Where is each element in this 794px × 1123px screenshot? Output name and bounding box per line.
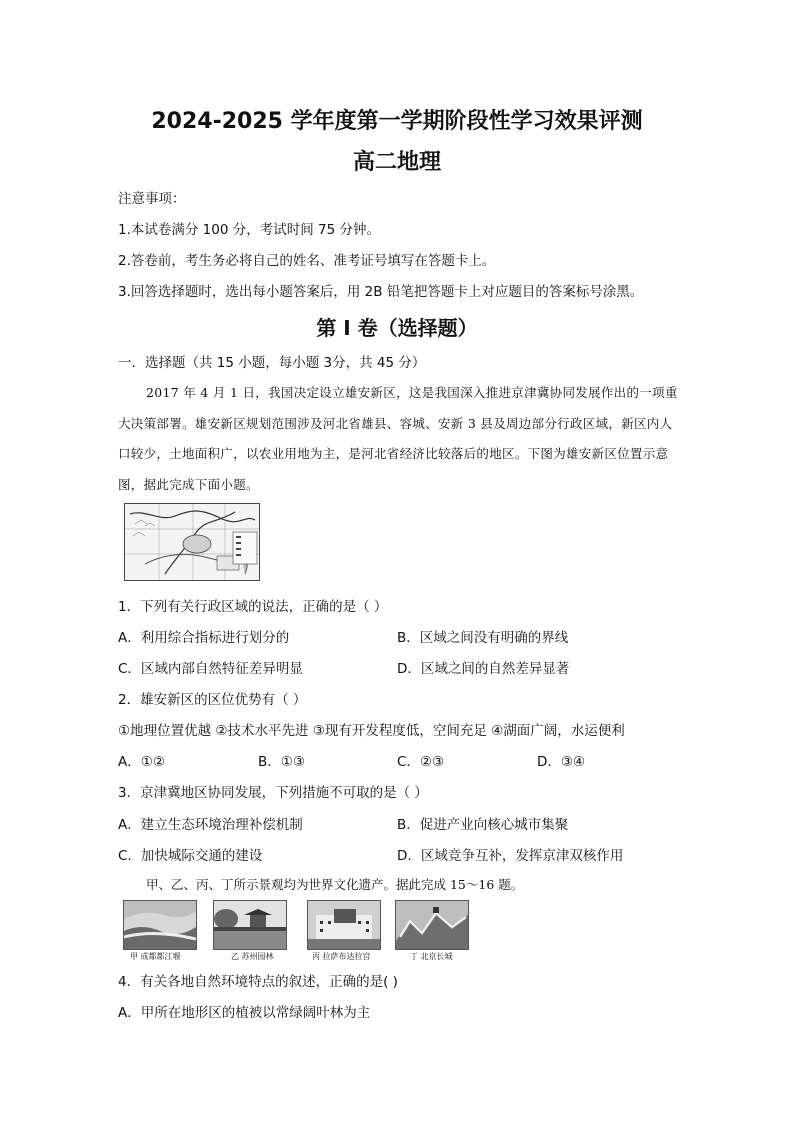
question-3-option-a: A．建立生态环境治理补偿机制 bbox=[118, 817, 303, 833]
question-3-stem: 3．京津冀地区协同发展，下列措施不可取的是（ ） bbox=[118, 785, 428, 801]
question-2-option-d: D．③④ bbox=[537, 754, 586, 770]
note-item: 3.回答选择题时，选出每小题答案后，用 2B 铅笔把答题卡上对应题目的答案标号涂黑。 bbox=[118, 284, 644, 300]
photo-great-wall bbox=[395, 900, 469, 950]
question-2-option-c: C．②③ bbox=[397, 754, 445, 770]
exam-title: 2024-2025 学年度第一学期阶段性学习效果评测 bbox=[151, 109, 643, 134]
question-2-statements: ①地理位置优越 ②技术水平先进 ③现有开发程度低，空间充足 ④湖面广阔，水运便利 bbox=[118, 723, 625, 739]
map-graphic bbox=[125, 504, 259, 580]
passage-heritage: 甲、乙、丙、丁所示景观均为世界文化遗产。据此完成 15～16 题。 bbox=[146, 877, 524, 892]
question-1-option-d: D．区域之间的自然差异显著 bbox=[397, 661, 570, 677]
section-title: 第 I 卷（选择题） bbox=[316, 316, 478, 340]
question-4-stem: 4．有关各地自然环境特点的叙述，正确的是( ) bbox=[118, 974, 398, 990]
xiongan-location-map bbox=[124, 503, 260, 581]
photo-caption: 乙 苏州园林 bbox=[231, 952, 274, 961]
question-1-option-b: B．区域之间没有明确的界线 bbox=[397, 630, 569, 646]
note-item: 1.本试卷满分 100 分，考试时间 75 分钟。 bbox=[118, 222, 380, 238]
question-1-option-c: C．区域内部自然特征差异明显 bbox=[118, 661, 303, 677]
question-2-stem: 2．雄安新区的区位优势有（ ） bbox=[118, 692, 307, 708]
photo-potala-palace bbox=[307, 900, 381, 950]
photo-caption: 丁 北京长城 bbox=[410, 952, 453, 961]
question-3-option-b: B．促进产业向核心城市集聚 bbox=[397, 817, 569, 833]
question-2-option-a: A．①② bbox=[118, 754, 165, 770]
note-item: 2.答卷前，考生务必将自己的姓名、准考证号填写在答题卡上。 bbox=[118, 253, 496, 269]
photo-dujiangyan bbox=[123, 900, 197, 950]
photo-suzhou-garden bbox=[213, 900, 287, 950]
question-4-option-a: A．甲所在地形区的植被以常绿阔叶林为主 bbox=[118, 1005, 371, 1021]
photo-caption: 丙 拉萨布达拉宫 bbox=[312, 952, 371, 961]
passage-xiongan: 2017 年 4 月 1 日，我国决定设立雄安新区，这是我国深入推进京津冀协同发展作出的一项重大决策部署。雄安新区规划范围涉及河北省雄县、容城、安新 3 县及周边部分行政区域，新区内人口较少，土地面积广，以农业用地为主，是河北省经济比较落后的地区。下图为雄安新区位置示意图，据此完成下面小题。 bbox=[118, 385, 678, 492]
notes-heading: 注意事项： bbox=[118, 191, 186, 207]
question-3-option-c: C．加快城际交通的建设 bbox=[118, 848, 263, 864]
exam-subtitle: 高二地理 bbox=[352, 150, 441, 175]
photo-caption: 甲 成都都江堰 bbox=[130, 952, 181, 961]
part-heading: 一．选择题（共 15 小题，每小题 3分，共 45 分） bbox=[118, 355, 426, 371]
question-2-option-b: B．①③ bbox=[258, 754, 305, 770]
question-1-stem: 1．下列有关行政区域的说法，正确的是（ ） bbox=[118, 599, 388, 615]
question-3-option-d: D．区域竞争互补，发挥京津双核作用 bbox=[397, 848, 624, 864]
question-1-option-a: A．利用综合指标进行划分的 bbox=[118, 630, 290, 646]
